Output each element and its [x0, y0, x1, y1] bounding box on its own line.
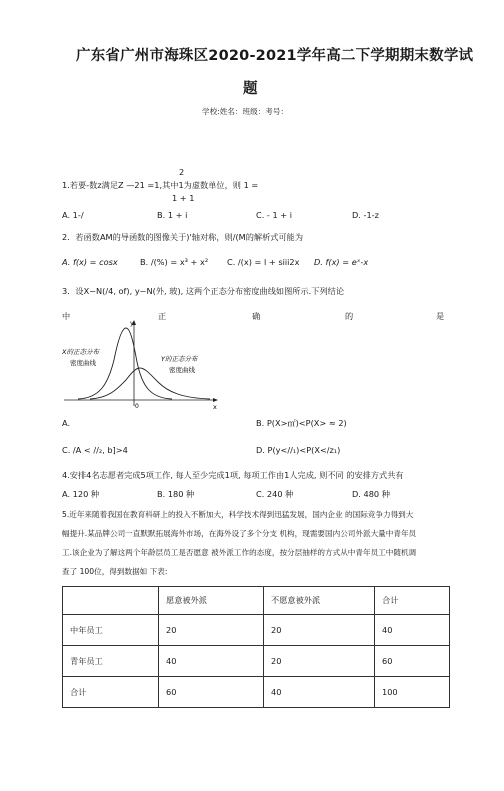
table-header-cell: 合计 [375, 587, 450, 615]
student-info: 学校:姓名：班级：考号： [202, 107, 289, 116]
table-row [63, 615, 450, 646]
q3-option-a: A. [62, 418, 71, 428]
x-curve-label-1: X的正态分布 [62, 348, 99, 356]
page-title-line2: 题 [243, 81, 258, 97]
x-curve-label-2: 密度曲线 [70, 359, 96, 367]
table-cell: 40 [264, 677, 375, 708]
q1-option-a: A. 1-/ [62, 210, 84, 220]
q5-line-4: 查了 100位，得到数据如 下表: [62, 567, 168, 576]
q3-spread-5: 是 [436, 311, 445, 321]
table-row [63, 646, 450, 677]
y-curve-label-1: Y的正态分布 [161, 355, 198, 363]
table-cell: 20 [264, 646, 375, 677]
q3-option-d: D. P(y<//₁)<P(X</z₁) [256, 445, 341, 455]
table-cell: 20 [264, 615, 375, 646]
q1-option-b: B. 1 + i [157, 210, 188, 220]
graph-y-axis-label: y [130, 319, 134, 327]
table-cell: 40 [375, 615, 450, 646]
q3-option-c: C. /A < //₂, b]>4 [62, 445, 128, 455]
table-cell: 合计 [63, 677, 159, 708]
table-cell: 100 [375, 677, 450, 708]
q1-fraction-top: 2 [179, 167, 185, 177]
graph-x-axis-label: x [213, 403, 217, 410]
table-cell: 中年员工 [63, 615, 159, 646]
q2-option-c: C. /(x) = l + siii2x [227, 257, 300, 267]
x-axis-arrow [213, 398, 218, 402]
table-cell: 青年员工 [63, 646, 159, 677]
q3-spread-4: 的 [345, 311, 354, 321]
q1-option-c: C. - 1 + i [256, 210, 293, 220]
q4-stem: 4.安排4名志愿者完成5项工作, 每人至少完成1项, 每项工作由1人完成, 则不同 的安排方式共有 [62, 470, 404, 480]
q3-stem: 3．设X∽N(/4, of), y∽N(外, 玻), 这两个正态分布密度曲线如图所示.下列结论 [62, 286, 345, 296]
q3-spread-2: 正 [158, 311, 167, 321]
q3-spread-1: 中 [62, 311, 71, 321]
q4-option-b: B. 180 种 [157, 489, 195, 499]
q2-option-b: B. /(%) = x³ + x² [140, 257, 209, 267]
graph-origin-label: 0 [135, 403, 139, 410]
q3-spread-3: 确 [252, 311, 261, 321]
table-cell: 40 [159, 646, 264, 677]
survey-table [62, 586, 450, 708]
table-cell: 20 [159, 615, 264, 646]
q5-line-1: 5.近年来随着我国在教育科研上的投入不断加大，科学技术得到迅猛发展，国内企业 的国际竞争力得到大 [62, 510, 414, 519]
normal-distribution-graph [60, 318, 220, 410]
q3-option-b: B. P(X>㎡)<P(X> ≈ 2) [256, 418, 347, 428]
q2-stem: 2．若函数AM的导函数的图像关于)'轴对称，则/(M的解析式可能为 [62, 232, 304, 242]
table-cell: 60 [159, 677, 264, 708]
table-header-cell: 不愿意被外派 [264, 587, 375, 615]
q1-stem: 1.若要-数z满足Z —21 =1,其中1为虚数单位，则 1 = [62, 180, 259, 190]
q5-line-2: 幅提升.某品牌公司一直默默拓展海外市场，在海外设了多个分支 机构，现需要国内公司外派大量中青年员 [62, 529, 417, 538]
page-title-line1: 广东省广州市海珠区2020-2021学年高二下学期期末数学试 [76, 48, 474, 64]
q4-option-d: D. 480 种 [352, 489, 390, 499]
table-row [63, 677, 450, 708]
q2-option-d: D. f(x) = eˣ-x [314, 257, 369, 267]
table-header-cell [63, 587, 159, 615]
table-header-cell: 愿意被外派 [159, 587, 264, 615]
table-cell: 60 [375, 646, 450, 677]
q4-option-a: A. 120 种 [62, 489, 100, 499]
table-header-row [63, 587, 450, 615]
q1-fraction-bottom: 1 + 1 [172, 193, 195, 203]
q5-line-3: 工.该企业为了解这两个年龄层员工是否愿意 被外派工作的态度，按分层抽样的方式从中青年员工中随机调 [62, 548, 417, 557]
q1-option-d: D. -1-z [352, 210, 379, 220]
q2-option-a: A. f(x) = cosx [62, 257, 118, 267]
q4-option-c: C. 240 种 [256, 489, 294, 499]
y-curve-label-2: 密度曲线 [169, 366, 195, 374]
